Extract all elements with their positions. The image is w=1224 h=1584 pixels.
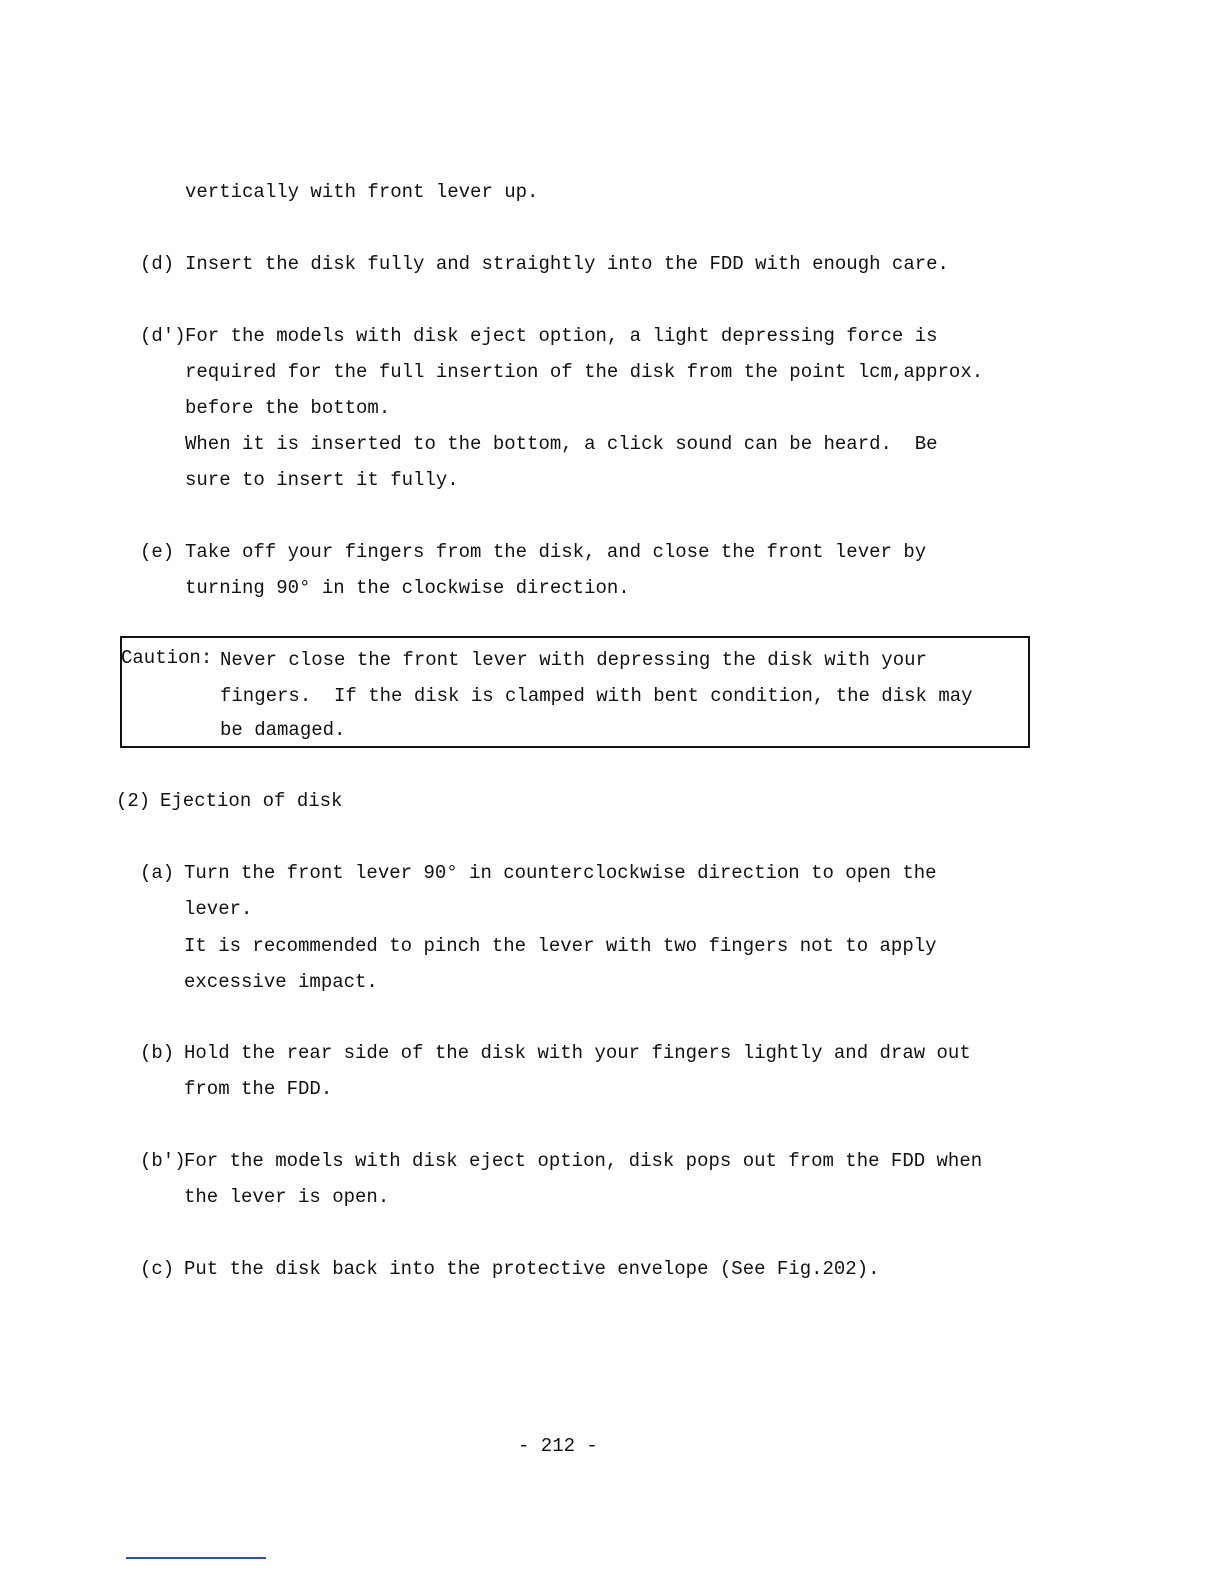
item-d-prime-line: For the models with disk eject option, a light depressing force is [185,325,938,347]
caution-line: fingers. If the disk is clamped with bent condition, the disk may [220,685,973,707]
item-b-label: (b) [140,1042,175,1064]
item-c-text: Put the disk back into the protective envelope (See Fig.202). [184,1258,880,1280]
footer-rule [126,1557,266,1559]
item-a-line: Turn the front lever 90° in counterclockwise direction to open the [184,862,937,884]
item-a-line: lever. [184,898,253,920]
caution-label: Caution: [121,647,213,669]
item-a-line: It is recommended to pinch the lever with two fingers not to apply [184,935,937,957]
item-d-prime-line: required for the full insertion of the disk from the point lcm,approx. [185,361,984,383]
continuation-text: vertically with front lever up. [185,181,539,203]
item-b-line: Hold the rear side of the disk with your fingers lightly and draw out [184,1042,971,1064]
item-e-line: turning 90° in the clockwise direction. [185,577,630,599]
item-d-prime-line: When it is inserted to the bottom, a click sound can be heard. Be [185,433,938,455]
item-b-prime-line: the lever is open. [184,1186,390,1208]
item-e-line: Take off your fingers from the disk, and close the front lever by [185,541,927,563]
page-number: - 212 - [518,1435,598,1457]
item-d-prime-line: before the bottom. [185,397,391,419]
item-d-label: (d) [140,253,175,275]
caution-line: be damaged. [220,719,346,741]
item-b-prime-label: (b') [140,1150,186,1172]
item-b-prime-line: For the models with disk eject option, disk pops out from the FDD when [184,1150,983,1172]
item-c-label: (c) [140,1258,175,1280]
section-2-label: (2) [116,790,151,812]
item-a-label: (a) [140,862,175,884]
item-b-line: from the FDD. [184,1078,333,1100]
item-d-prime-label: (d') [140,325,186,347]
item-e-label: (e) [140,541,175,563]
section-2-title: Ejection of disk [160,790,343,812]
caution-line: Never close the front lever with depressing the disk with your [220,649,927,671]
item-a-line: excessive impact. [184,971,378,993]
item-d-text: Insert the disk fully and straightly into the FDD with enough care. [185,253,949,275]
item-d-prime-line: sure to insert it fully. [185,469,459,491]
